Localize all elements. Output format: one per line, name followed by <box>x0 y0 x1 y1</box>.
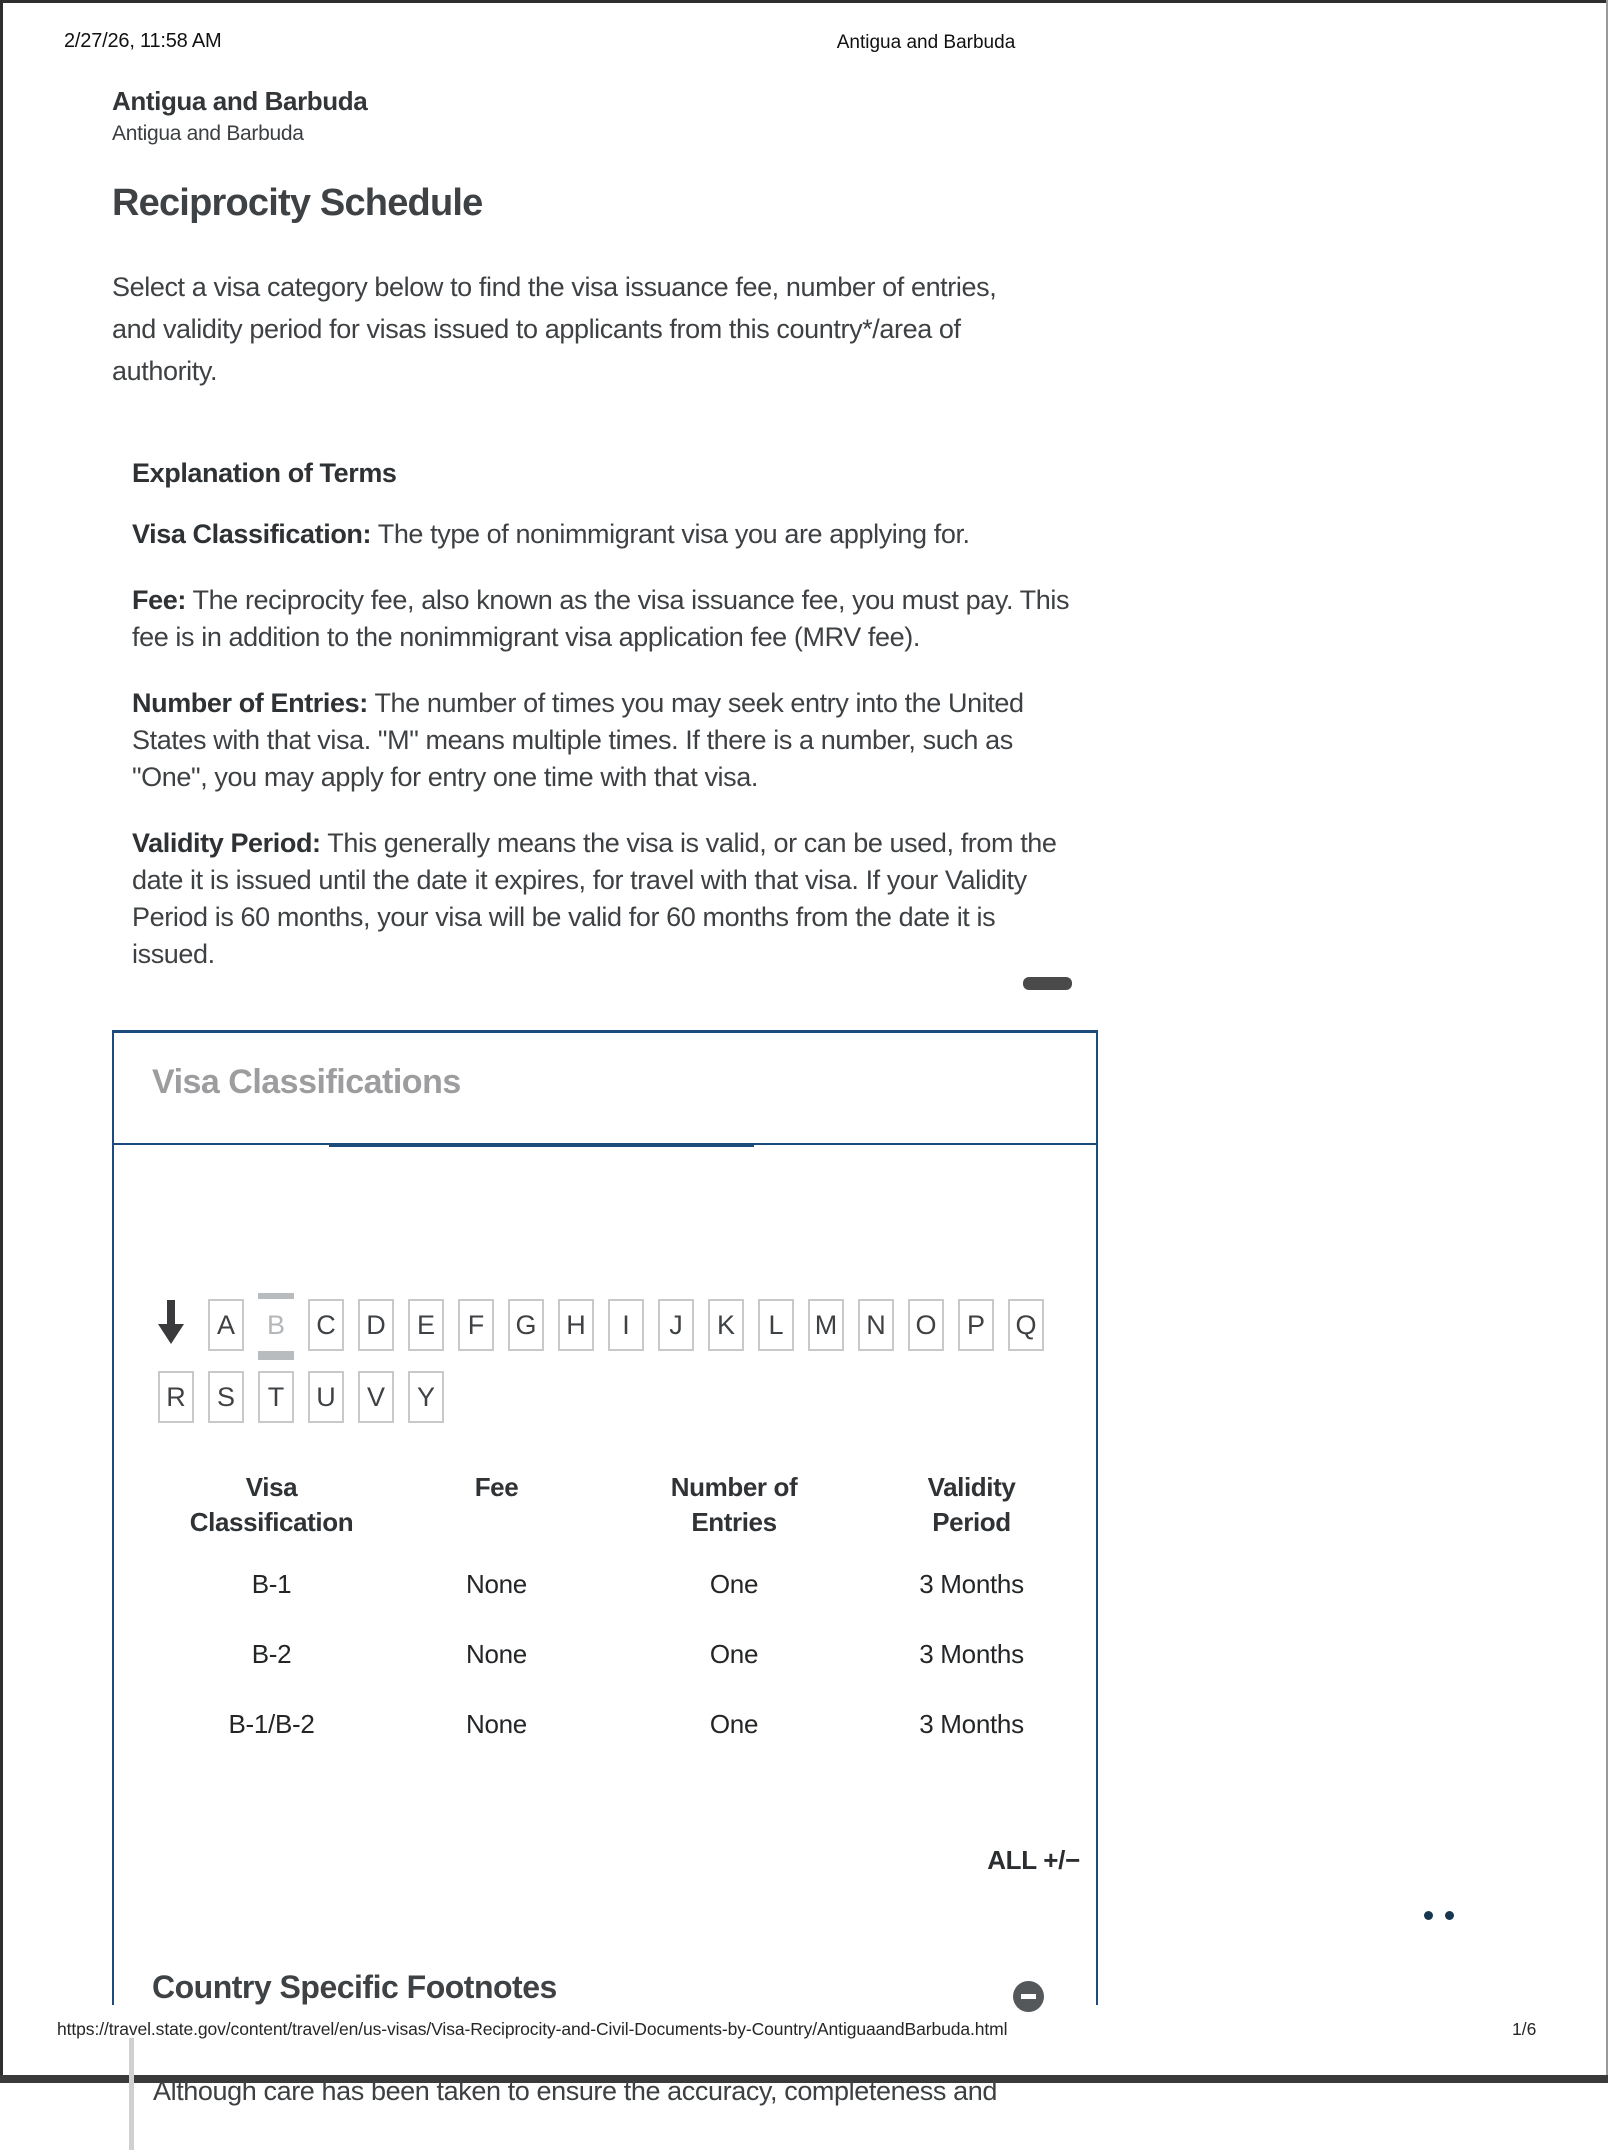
letter-filter-g[interactable]: G <box>508 1299 544 1351</box>
letter-filter-i[interactable]: I <box>608 1299 644 1351</box>
table-cell-r0-c2: One <box>709 1568 759 1599</box>
letter-filter-r[interactable]: R <box>158 1371 194 1423</box>
table-header-1: Fee <box>474 1472 519 1502</box>
letter-filter-m[interactable]: M <box>808 1299 844 1351</box>
letter-filter-l[interactable]: L <box>758 1299 794 1351</box>
term-label: Number of Entries: <box>132 688 368 718</box>
explanation-of-terms-section <box>132 458 1082 1002</box>
footnotes-text: Although care has been taken to ensure the accuracy, completeness and <box>153 2076 997 2106</box>
term-label: Validity Period: <box>132 828 321 858</box>
letter-filter-q[interactable]: Q <box>1008 1299 1044 1351</box>
letter-filter-d[interactable]: D <box>358 1299 394 1351</box>
letter-filter-b[interactable]: B <box>258 1293 294 1360</box>
pagination-dot-2[interactable] <box>1445 1911 1454 1920</box>
footnotes-blockquote-bar <box>129 2038 134 2150</box>
window-frame-top <box>0 0 1608 3</box>
visa-table <box>154 1470 1079 1759</box>
term-definition-0: Visa Classification: The type of nonimmigrant visa you are applying for. <box>132 519 970 549</box>
letter-filter-t[interactable]: T <box>258 1371 294 1423</box>
table-cell-r2-c2: One <box>709 1708 759 1739</box>
letter-filter-y[interactable]: Y <box>408 1371 444 1423</box>
country-subtitle: Antigua and Barbuda <box>112 122 304 145</box>
country-title: Antigua and Barbuda <box>112 86 368 116</box>
table-cell-r0-c1: None <box>466 1568 527 1599</box>
letter-filter-u[interactable]: U <box>308 1371 344 1423</box>
letter-filter-a[interactable]: A <box>208 1299 244 1351</box>
page-title: Reciprocity Schedule <box>112 182 483 224</box>
print-header-title: Antigua and Barbuda <box>836 32 1016 53</box>
table-cell-r0-c0: B-1 <box>251 1568 292 1599</box>
table-header-3: Validity Period <box>927 1472 1016 1537</box>
visa-classifications-header[interactable] <box>114 1033 1096 1145</box>
table-cell-r1-c0: B-2 <box>251 1638 292 1669</box>
intro-paragraph: Select a visa category below to find the visa issuance fee, number of entries, and validity period for visas issued to applicants from this country*/area of authority. <box>112 272 997 386</box>
pagination-dot-1[interactable] <box>1424 1911 1433 1920</box>
table-cell-r1-c2: One <box>709 1638 759 1669</box>
term-label: Visa Classification: <box>132 519 372 549</box>
letter-filter-s[interactable]: S <box>208 1371 244 1423</box>
letter-filter-e[interactable]: E <box>408 1299 444 1351</box>
letter-filter-o[interactable]: O <box>908 1299 944 1351</box>
explanation-terms <box>132 516 1082 973</box>
collapse-dash-icon[interactable] <box>1023 977 1072 990</box>
table-cell-r1-c1: None <box>466 1638 527 1669</box>
letter-filter-f[interactable]: F <box>458 1299 494 1351</box>
all-expand-collapse-toggle[interactable]: ALL +/− <box>987 1845 1080 1875</box>
table-cell-r1-c3: 3 Months <box>919 1638 1024 1669</box>
table-cell-r2-c1: None <box>466 1708 527 1739</box>
letter-filter-n[interactable]: N <box>858 1299 894 1351</box>
window-frame-left <box>0 0 3 2083</box>
term-label: Fee: <box>132 585 186 615</box>
footer-page-indicator: 1/6 <box>1512 2019 1537 2039</box>
footer-url: https://travel.state.gov/content/travel/en/us-visas/Visa-Reciprocity-and-Civil-Documents-by-Country/AntiguaandBarbuda.html <box>57 2019 1008 2039</box>
table-header-2: Number of Entries <box>670 1472 798 1537</box>
country-specific-footnotes-title: Country Specific Footnotes <box>152 1969 557 2005</box>
term-definition-3: Validity Period: This generally means the visa is valid, or can be used, from the date it is issued until the date it expires, for travel with that visa. If your Validity Period is 60 months, your visa will be valid for 60 months from the date it is issued. <box>132 828 1057 969</box>
arrow-down-icon <box>156 1298 186 1346</box>
letter-filter-v[interactable]: V <box>358 1371 394 1423</box>
table-cell-r2-c0: B-1/B-2 <box>228 1708 315 1739</box>
visa-classifications-title: Visa Classifications <box>152 1063 461 1101</box>
letter-filter-k[interactable]: K <box>708 1299 744 1351</box>
table-cell-r2-c3: 3 Months <box>919 1708 1024 1739</box>
letter-filter-j[interactable]: J <box>658 1299 694 1351</box>
letter-filter-h[interactable]: H <box>558 1299 594 1351</box>
collapse-circle-minus-icon[interactable] <box>1013 1981 1044 2012</box>
letter-filter-c[interactable]: C <box>308 1299 344 1351</box>
explanation-title: Explanation of Terms <box>132 458 397 488</box>
term-definition-2: Number of Entries: The number of times you may seek entry into the United States with that visa. "M" means multiple times. If there is a number, such as "One", you may apply for entry one time with that visa. <box>132 688 1024 792</box>
term-definition-1: Fee: The reciprocity fee, also known as the visa issuance fee, you must pay. This fee is in addition to the nonimmigrant visa application fee (MRV fee). <box>132 585 1070 652</box>
table-header-0: Visa Classification <box>189 1472 354 1537</box>
letter-filter-row-1 <box>208 1299 1044 1360</box>
table-cell-r0-c3: 3 Months <box>919 1568 1024 1599</box>
letter-filter-row-2 <box>158 1371 444 1423</box>
letter-filter-p[interactable]: P <box>958 1299 994 1351</box>
print-date: 2/27/26, 11:58 AM <box>64 30 222 52</box>
